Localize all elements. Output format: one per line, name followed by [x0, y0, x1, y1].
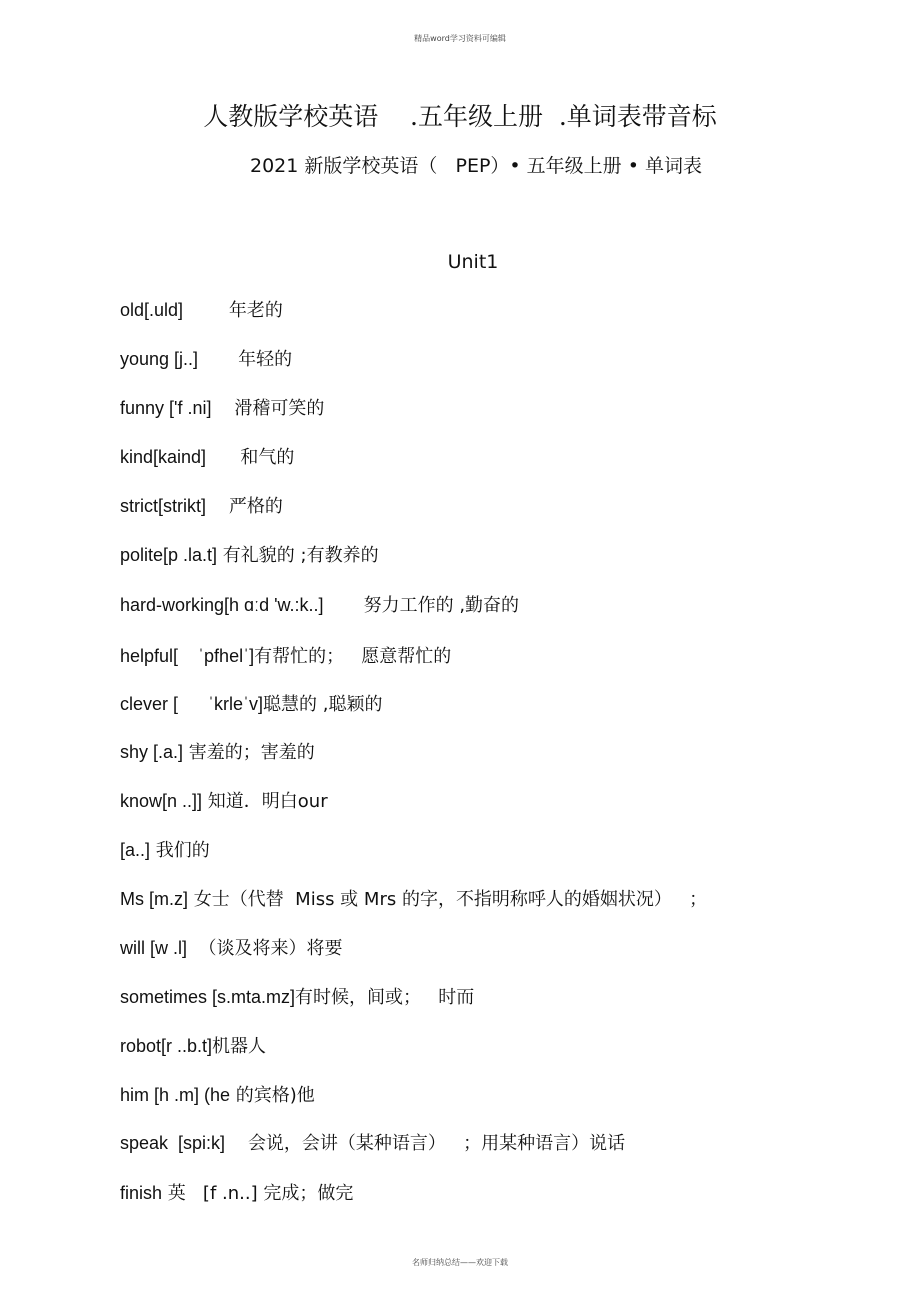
vocab-word: will [w .l]	[120, 938, 187, 958]
vocab-word: kind[kaind]	[120, 447, 207, 467]
vocab-meaning: 知道．明白our	[207, 791, 328, 812]
vocab-entry	[120, 543, 379, 568]
page-header-note: 精品word学习资料可编辑	[414, 34, 506, 43]
vocab-gap	[198, 349, 238, 370]
vocab-meaning: 滑稽可笑的	[234, 398, 325, 419]
vocab-gap	[212, 398, 235, 419]
vocab-entry	[120, 347, 292, 372]
vocab-meaning: 和气的	[240, 447, 295, 468]
vocab-word: [a..]	[120, 840, 151, 860]
vocab-meaning: 害羞的；害羞的	[188, 742, 315, 763]
vocab-word: sometimes [s.mta.mz]	[120, 987, 296, 1007]
vocab-entry	[120, 740, 315, 765]
vocab-meaning: 女士（代替 Miss 或 Mrs 的字，不指明称呼人的婚姻状况） ；	[193, 889, 708, 910]
vocab-entry	[120, 593, 519, 618]
vocab-meaning: 有帮忙的； 愿意帮忙的	[254, 646, 452, 667]
vocab-word: him [h .m] (he	[120, 1085, 231, 1105]
vocab-entry	[120, 1181, 353, 1206]
vocab-meaning: 会说，会讲（某种语言） ；用某种语言）说话	[247, 1133, 626, 1154]
vocab-entry	[120, 887, 707, 912]
vocab-entry	[120, 494, 283, 519]
vocab-meaning: 有时候，间或； 时而	[295, 987, 475, 1008]
vocab-word: polite[p .la.t]	[120, 545, 218, 565]
vocab-meaning: 机器人	[212, 1036, 267, 1057]
vocab-word: speak [spi:k]	[120, 1133, 226, 1153]
vocab-word: funny ['f .ni]	[120, 398, 212, 418]
vocab-meaning: 的宾格)他	[235, 1085, 315, 1106]
vocab-gap	[187, 938, 198, 959]
vocab-gap	[225, 1133, 248, 1154]
vocab-word: old[.uld]	[120, 300, 184, 320]
vocab-entry	[120, 789, 328, 814]
vocab-meaning: 英 [f .n..] 完成；做完	[167, 1183, 354, 1204]
document-title: 人教版学校英语 .五年级上册 .单词表带音标	[203, 102, 717, 131]
vocab-word: robot[r ..b.t]	[120, 1036, 213, 1056]
unit-heading: Unit1	[447, 251, 499, 273]
vocab-gap	[206, 496, 229, 517]
vocab-entry	[120, 838, 210, 863]
vocab-meaning: 严格的	[228, 496, 283, 517]
vocab-gap	[324, 595, 364, 616]
vocab-word: young [j..]	[120, 349, 199, 369]
vocab-meaning: 努力工作的 ,勤奋的	[363, 595, 520, 616]
vocab-entry	[120, 692, 382, 717]
vocab-meaning: 年轻的	[238, 349, 293, 370]
vocab-word: finish	[120, 1183, 163, 1203]
vocab-meaning: 年老的	[228, 300, 283, 321]
vocab-word: shy [.a.]	[120, 742, 184, 762]
vocab-entry	[120, 936, 342, 961]
vocab-gap	[183, 300, 229, 321]
vocab-meaning: 我们的	[155, 840, 210, 861]
vocab-gap	[206, 447, 240, 468]
vocab-word: clever [ ˈkrleˈv]	[120, 694, 264, 714]
vocab-word: hard-working[h ɑːd 'w.:k..]	[120, 595, 324, 615]
document-subtitle: 2021 新版学校英语（ PEP）• 五年级上册 • 单词表	[250, 155, 702, 177]
vocab-word: Ms [m.z]	[120, 889, 188, 909]
vocab-meaning: （谈及将来）将要	[198, 938, 343, 959]
vocab-meaning: 有礼貌的 ;有教养的	[222, 545, 379, 566]
vocab-entry	[120, 985, 474, 1010]
vocab-meaning: 聪慧的 ,聪颖的	[263, 694, 383, 715]
vocab-entry	[120, 445, 294, 470]
vocab-word: know[n ..]]	[120, 791, 203, 811]
vocab-entry	[120, 1083, 315, 1108]
vocab-entry	[120, 298, 283, 323]
page-footer-note: 名师归纳总结——欢迎下载	[412, 1258, 508, 1267]
vocab-entry	[120, 1131, 625, 1156]
vocab-word: strict[strikt]	[120, 496, 206, 516]
vocab-entry	[120, 1034, 266, 1059]
vocab-entry	[120, 396, 324, 421]
vocab-word: helpful[ ˈpfhelˈ]	[120, 646, 255, 666]
vocab-entry	[120, 644, 451, 669]
